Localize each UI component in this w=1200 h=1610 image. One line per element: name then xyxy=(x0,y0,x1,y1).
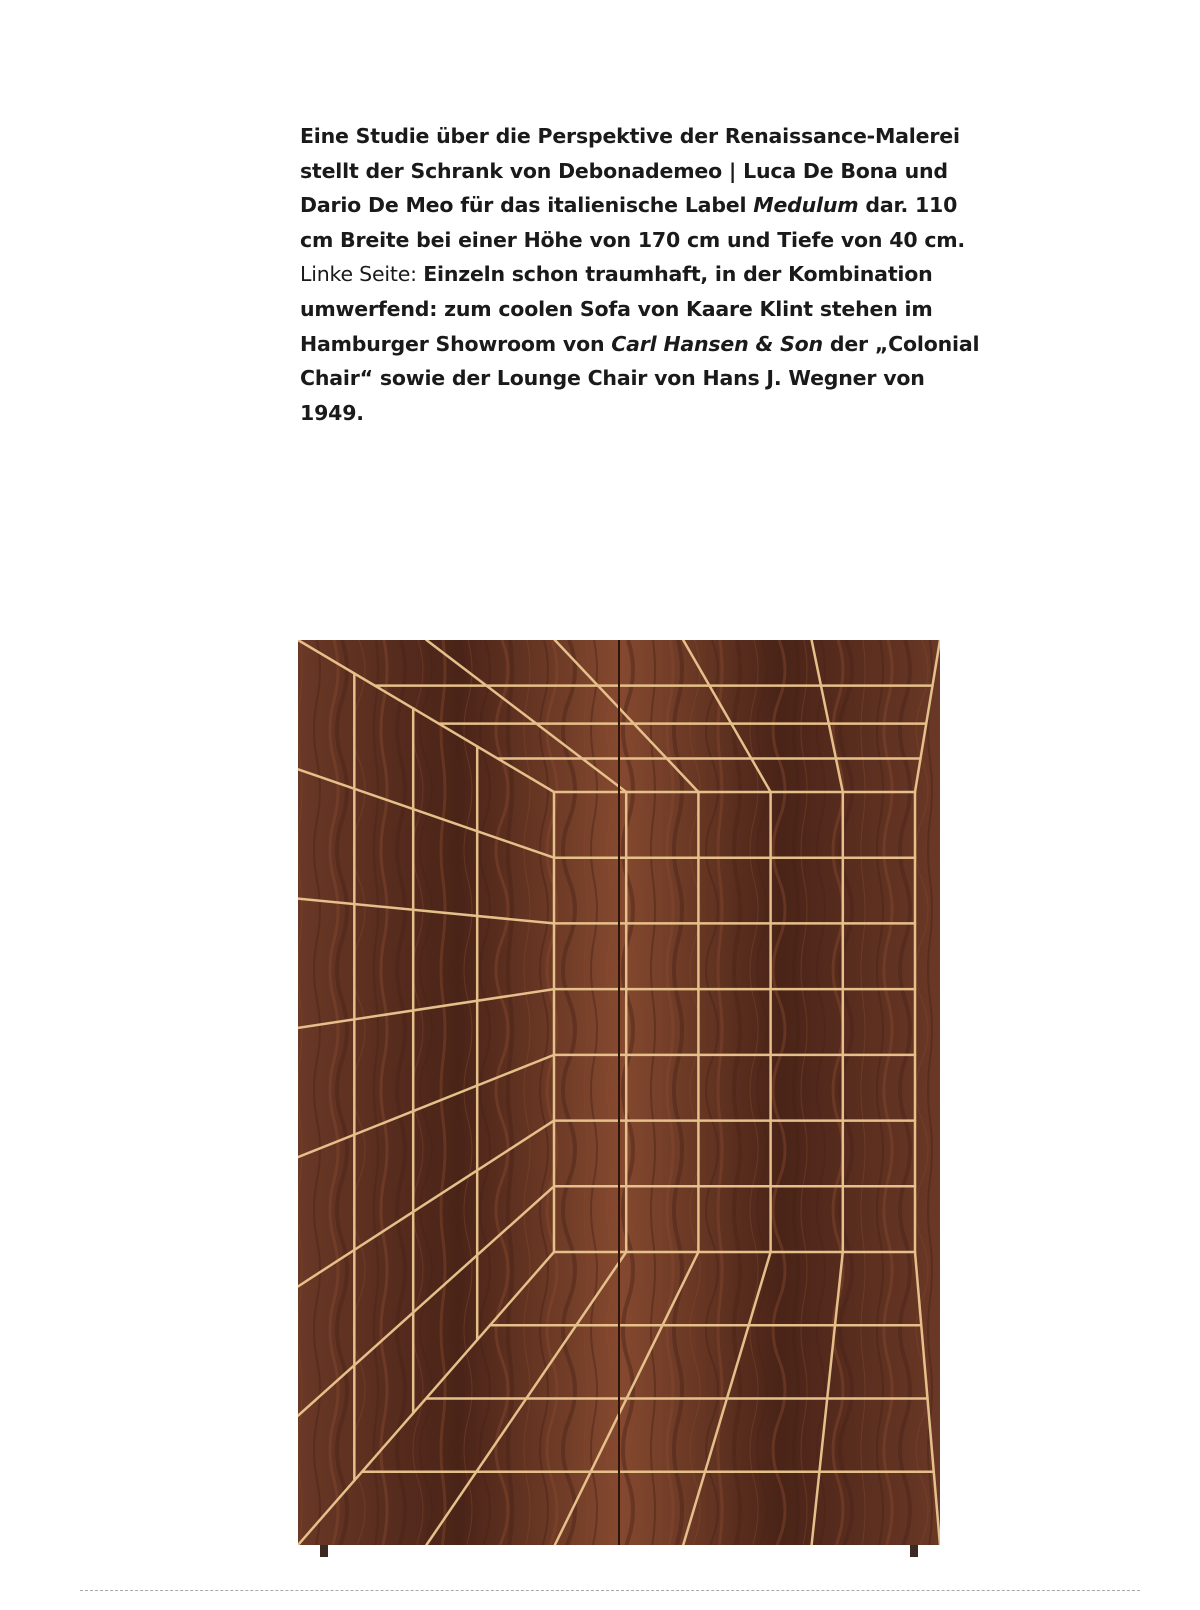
caption-brand-medulum: Medulum xyxy=(753,193,859,218)
caption-brand-carl-hansen: Carl Hansen & Son xyxy=(611,331,823,356)
caption-left-page-label: Linke Seite: xyxy=(300,262,424,287)
photo-caption xyxy=(300,119,980,430)
caption-text-4: der „Colonial Chair“ sowie der Lounge Chair von Hans J. Wegner von 1949. xyxy=(300,331,980,425)
cabinet-foot-right xyxy=(910,1545,918,1557)
cabinet-image xyxy=(290,640,950,1560)
cabinet-photo xyxy=(290,640,950,1560)
caption-text-2: dar. 110 cm Breite bei einer Höhe von 170 cm und Tiefe von 40 cm. xyxy=(300,193,966,252)
caption-text-3: Einzeln schon traumhaft, in der Kombination umwerfend: zum coolen Sofa von Kaare Klint stehen im Hamburger Showroom von xyxy=(300,262,933,356)
dashed-divider xyxy=(80,1590,1140,1591)
caption-text-1: Eine Studie über die Perspektive der Renaissance-Malerei stellt der Schrank von Debonademeo | Luca De Bona und Dario De Meo für das italienische Label xyxy=(300,124,960,218)
cabinet-foot-left xyxy=(320,1545,328,1557)
